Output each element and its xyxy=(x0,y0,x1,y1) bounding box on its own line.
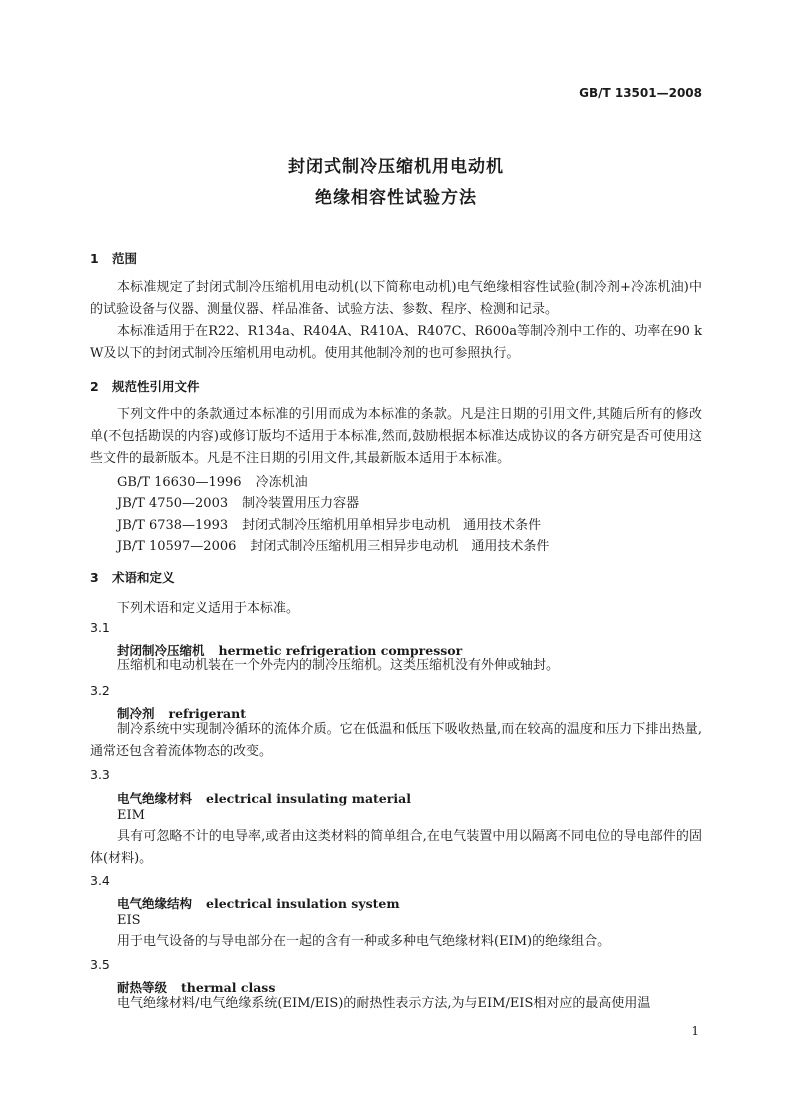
term-definition: 用于电气设备的与导电部分在一起的含有一种或多种电气绝缘材料(EIM)的绝缘组合。 xyxy=(117,934,611,949)
section-1-heading xyxy=(90,249,137,267)
term-abbreviation: EIM xyxy=(117,808,145,823)
section-number: 1 xyxy=(90,251,99,266)
term-number: 3.1 xyxy=(90,620,110,635)
term-definition: 制冷系统中实现制冷循环的流体介质。它在低温和低压下吸收热量,而在较高的温度和压力下排出热量,通常还包含着流体物态的改变。 xyxy=(90,722,702,759)
term-zh: 电气绝缘材料 xyxy=(117,791,193,806)
term-zh: 封闭制冷压缩机 xyxy=(117,643,205,658)
section-2-paragraph-1: 下列文件中的条款通过本标准的引用而成为本标准的条款。凡是注日期的引用文件,其随后所有的修改单(不包括勘误的内容)或修订版均不适用于本标准,然而,鼓励根据本标准达成协议的各方研究是否可使用这些文件的最新版本。凡是不注日期的引用文件,其最新版本适用于本标准。 xyxy=(90,407,702,466)
reference-code: GB/T 16630—1996 xyxy=(117,475,242,490)
term-en: hermetic refrigeration compressor xyxy=(218,643,463,658)
section-1-paragraph-2: 本标准适用于在R22、R134a、R404A、R410A、R407C、R600a等制冷剂中工作的、功率在90 kW及以下的封闭式制冷压缩机用电动机。使用其他制冷剂的也可参照执行。 xyxy=(90,324,702,361)
reference-title: 封闭式制冷压缩机用单相异步电动机 通用技术条件 xyxy=(242,518,542,533)
term-definition: 压缩机和电动机装在一个外壳内的制冷压缩机。这类压缩机没有外伸或轴封。 xyxy=(117,658,560,673)
reference-code: JB/T 10597—2006 xyxy=(117,539,237,554)
reference-code: JB/T 6738—1993 xyxy=(117,518,229,533)
title-line-1: 封闭式制冷压缩机用电动机 xyxy=(288,157,504,177)
section-number: 3 xyxy=(90,570,99,585)
term-number: 3.5 xyxy=(90,957,110,972)
section-number: 2 xyxy=(90,379,99,394)
term-heading xyxy=(117,789,411,807)
term-number: 3.4 xyxy=(90,873,110,888)
term-zh: 制冷剂 xyxy=(117,706,155,721)
section-3-heading xyxy=(90,568,175,586)
reference-title: 制冷装置用压力容器 xyxy=(242,496,360,511)
reference-title: 封闭式制冷压缩机用三相异步电动机 通用技术条件 xyxy=(250,539,550,554)
page-number: 1 xyxy=(691,1024,699,1038)
term-zh: 电气绝缘结构 xyxy=(117,896,193,911)
reference-item xyxy=(117,535,549,554)
reference-code: JB/T 4750—2003 xyxy=(117,496,229,511)
section-title: 术语和定义 xyxy=(112,570,175,585)
term-heading xyxy=(117,894,400,912)
standard-number: GB/T 13501—2008 xyxy=(579,86,702,100)
term-en: electrical insulating material xyxy=(206,791,411,806)
title-line-2: 绝缘相容性试验方法 xyxy=(315,188,477,208)
term-number: 3.3 xyxy=(90,767,110,782)
term-number: 3.2 xyxy=(90,683,110,698)
reference-item xyxy=(117,514,541,533)
term-zh: 耐热等级 xyxy=(117,980,168,995)
term-en: thermal class xyxy=(181,980,276,995)
reference-title: 冷冻机油 xyxy=(255,475,308,490)
term-en: refrigerant xyxy=(168,706,247,721)
section-3-intro: 下列术语和定义适用于本标准。 xyxy=(117,601,300,616)
reference-item xyxy=(117,471,308,490)
section-1-paragraph-1: 本标准规定了封闭式制冷压缩机用电动机(以下简称电动机)电气绝缘相容性试验(制冷剂+冷冻机油)中的试验设备与仪器、测量仪器、样品准备、试验方法、参数、程序、检测和记录。 xyxy=(90,280,702,317)
term-abbreviation: EIS xyxy=(117,913,141,928)
section-title: 范围 xyxy=(112,251,138,266)
reference-item xyxy=(117,492,359,511)
section-2-heading xyxy=(90,377,200,395)
term-definition: 具有可忽略不计的电导率,或者由这类材料的简单组合,在电气装置中用以隔离不同电位的导电部件的固体(材料)。 xyxy=(90,829,702,866)
term-en: electrical insulation system xyxy=(206,896,400,911)
section-title: 规范性引用文件 xyxy=(112,379,200,394)
term-definition: 电气绝缘材料/电气绝缘系统(EIM/EIS)的耐热性表示方法,为与EIM/EIS相对应的最高使用温 xyxy=(117,996,651,1011)
